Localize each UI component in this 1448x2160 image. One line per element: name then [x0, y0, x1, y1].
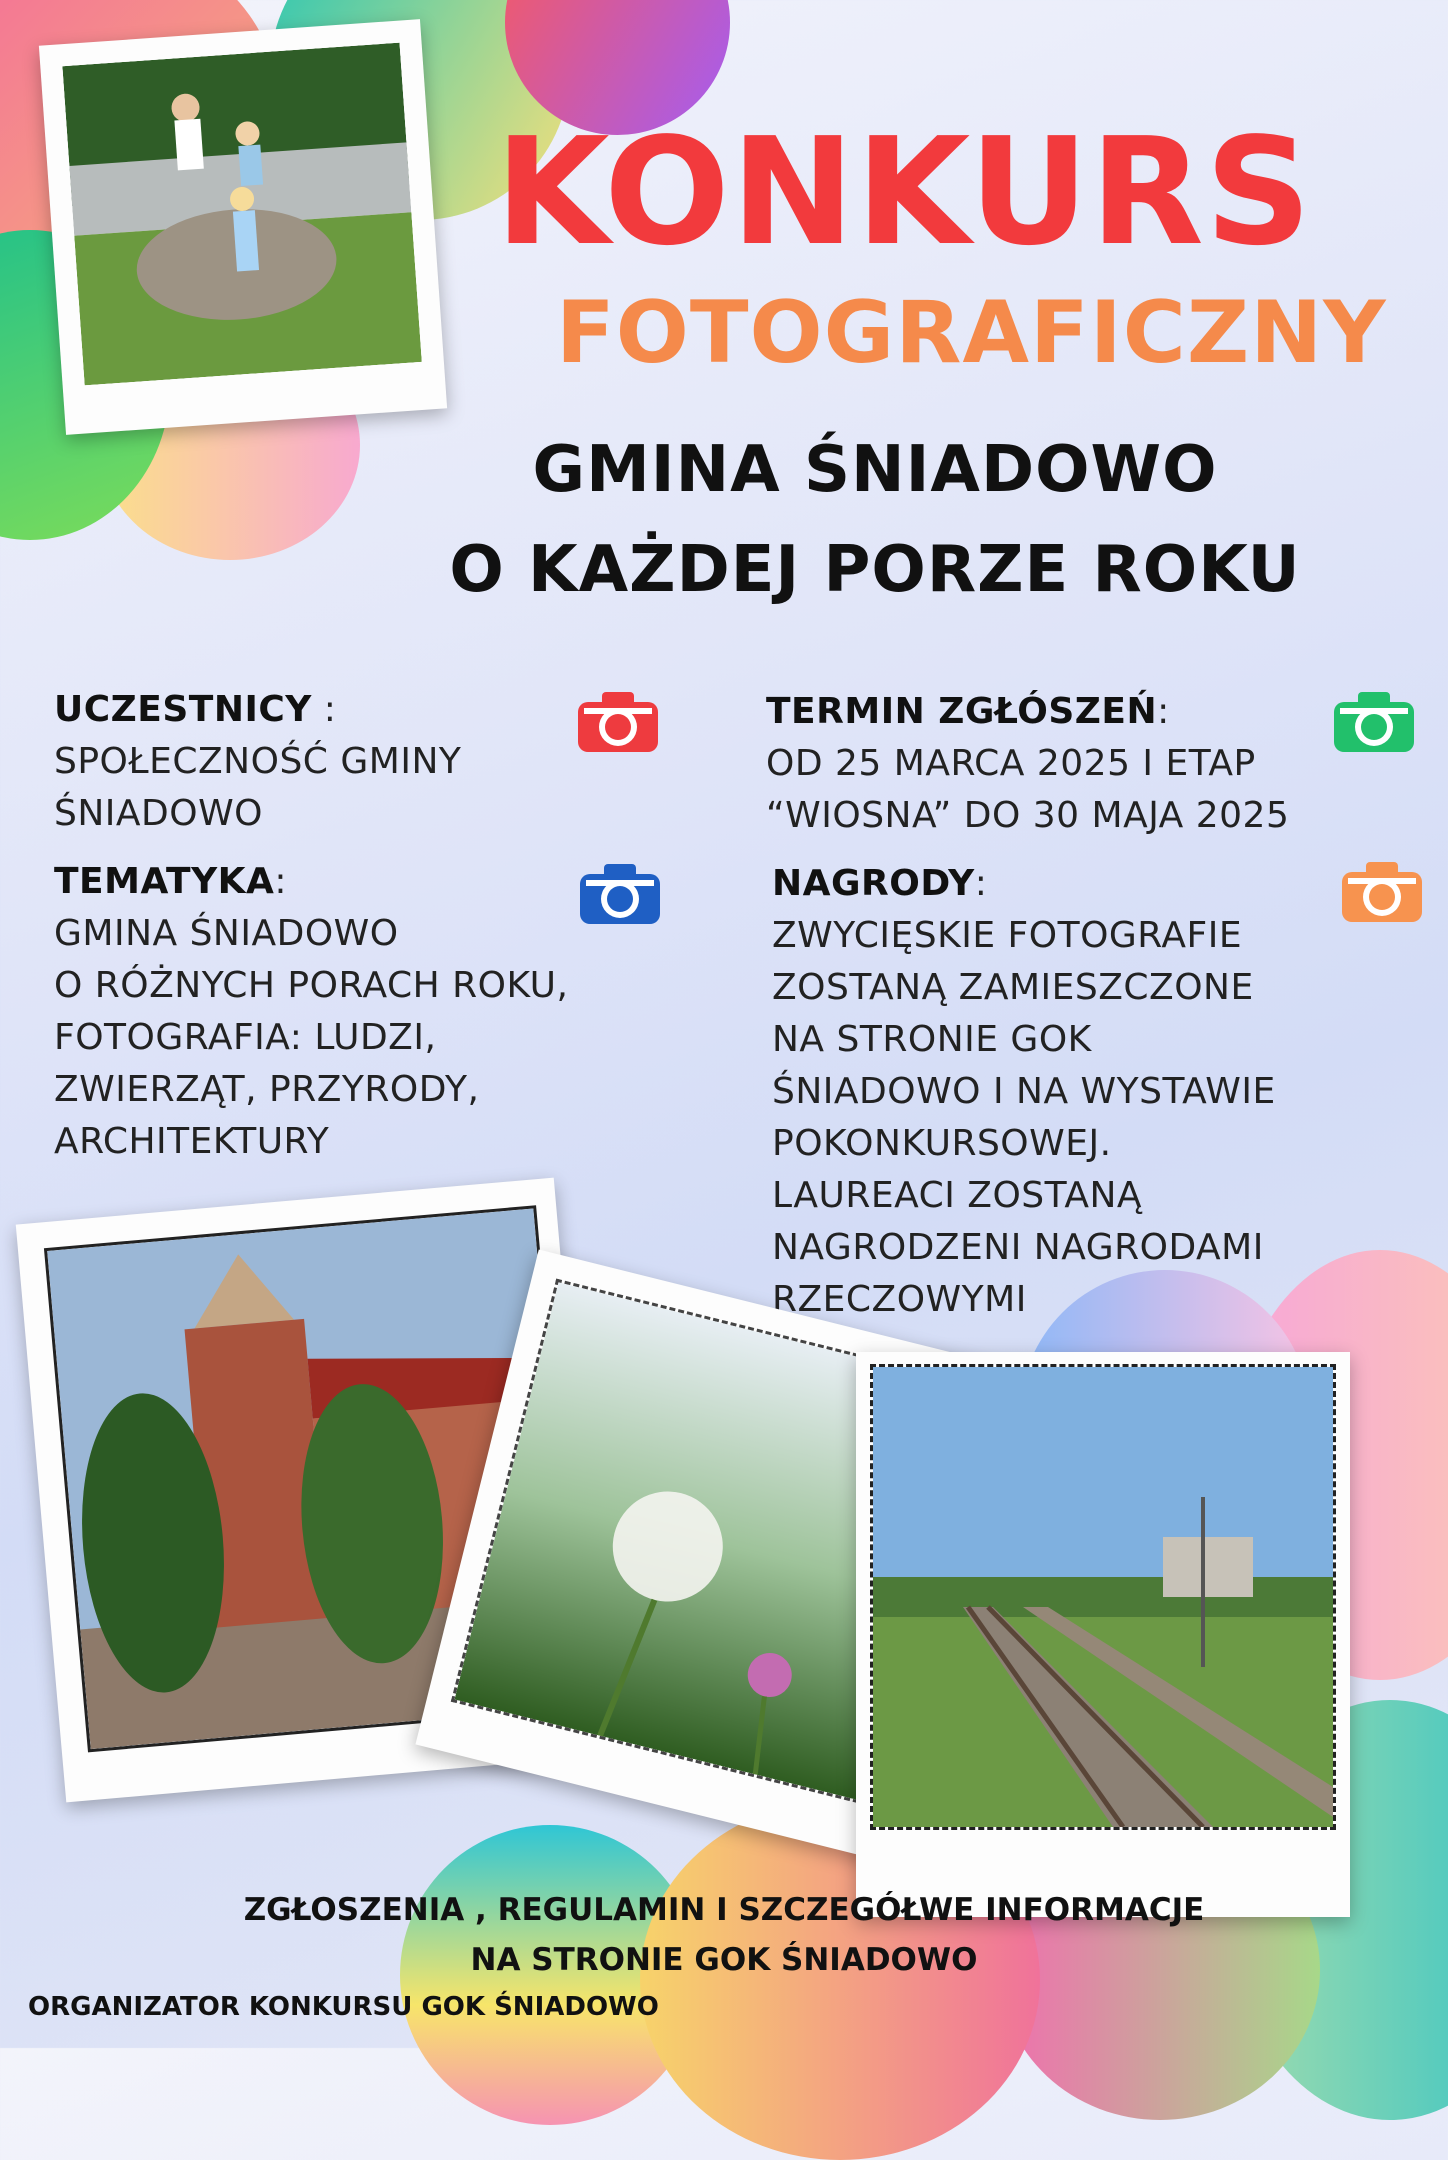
photo-children-on-rock — [39, 19, 447, 435]
photo-railway — [856, 1352, 1350, 1917]
section-line: “WIOSNA” DO 30 MAJA 2025 — [766, 795, 1290, 836]
section-line: OD 25 MARCA 2025 I ETAP — [766, 743, 1256, 784]
section-line: NA STRONIE GOK — [772, 1019, 1092, 1060]
heading-line-2: O KAŻDEJ PORZE ROKU — [449, 533, 1301, 607]
section-line: POKONKURSOWEJ. — [772, 1123, 1112, 1164]
camera-icon — [1332, 690, 1416, 754]
poster-subtitle: FOTOGRAFICZNY — [556, 283, 1387, 383]
section-line: ŚNIADOWO — [54, 793, 264, 834]
footer-organizer: ORGANIZATOR KONKURSU GOK ŚNIADOWO — [28, 1992, 659, 2022]
camera-icon — [576, 690, 660, 754]
section-line: ARCHITEKTURY — [54, 1121, 330, 1162]
section-tematyka: TEMATYKA: GMINA ŚNIADOWO O RÓŻNYCH PORACH ROKU, FOTOGRAFIA: LUDZI, ZWIERZĄT, PRZYRODY, ARCHITEKTURY — [54, 856, 568, 1168]
section-line: NAGRODZENI NAGRODAMI — [772, 1227, 1264, 1268]
footer-line-1: ZGŁOSZENIA , REGULAMIN I SZCZEGÓŁWE INFORMACJE — [243, 1892, 1205, 1928]
section-line: ŚNIADOWO I NA WYSTAWIE — [772, 1071, 1276, 1112]
section-termin: TERMIN ZGŁÓSZEŃ: OD 25 MARCA 2025 I ETAP “WIOSNA” DO 30 MAJA 2025 — [766, 686, 1289, 842]
heading-line-1: GMINA ŚNIADOWO — [532, 433, 1218, 507]
section-label: TEMATYKA — [54, 861, 275, 902]
camera-icon — [1340, 860, 1424, 924]
section-line: ZOSTANĄ ZAMIESZCZONE — [772, 967, 1254, 1008]
section-line: ZWYCIĘSKIE FOTOGRAFIE — [772, 915, 1243, 956]
section-line: GMINA ŚNIADOWO — [54, 913, 399, 954]
section-label: UCZESTNICY — [54, 689, 312, 730]
section-line: ZWIERZĄT, PRZYRODY, — [54, 1069, 480, 1110]
section-label: NAGRODY — [772, 863, 975, 904]
section-line: SPOŁECZNOŚĆ GMINY — [54, 741, 462, 782]
poster-title: KONKURS — [495, 106, 1313, 278]
section-line: RZECZOWYMI — [772, 1279, 1027, 1320]
railway-photo-image — [873, 1367, 1333, 1827]
section-nagrody: NAGRODY: ZWYCIĘSKIE FOTOGRAFIE ZOSTANĄ ZAMIESZCZONE NA STRONIE GOK ŚNIADOWO I NA WYSTAWIE POKONKURSOWEJ. LAUREACI ZOSTANĄ NAGRODZENI NAGRODAMI RZECZOWYMI — [772, 858, 1276, 1326]
section-line: O RÓŻNYCH PORACH ROKU, — [54, 965, 569, 1006]
section-label: TERMIN ZGŁÓSZEŃ — [766, 691, 1158, 732]
section-line: FOTOGRAFIA: LUDZI, — [54, 1017, 437, 1058]
children-photo-image — [62, 43, 421, 386]
section-line: LAUREACI ZOSTANĄ — [772, 1175, 1143, 1216]
camera-icon — [578, 862, 662, 926]
section-uczestnicy: UCZESTNICY : SPOŁECZNOŚĆ GMINY ŚNIADOWO — [54, 684, 461, 840]
footer-line-2: NA STRONIE GOK ŚNIADOWO — [470, 1942, 978, 1978]
